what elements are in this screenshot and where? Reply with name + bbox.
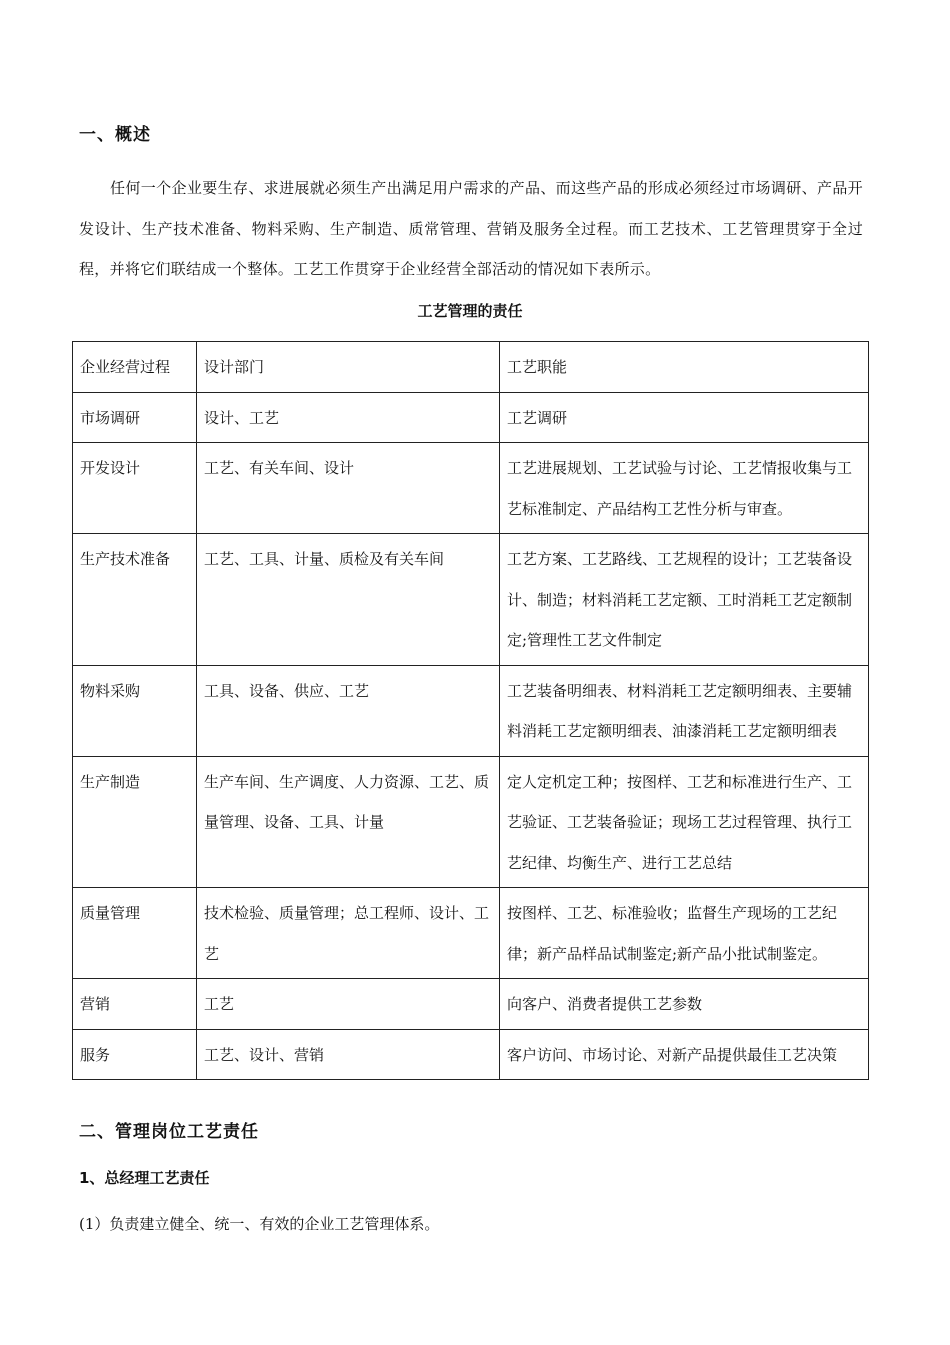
- table-cell: 工艺方案、工艺路线、工艺规程的设计；工艺装备设计、制造；材料消耗工艺定额、工时消耗工艺定额制定;管理性工艺文件制定: [500, 534, 869, 666]
- table-cell: 营销: [73, 979, 197, 1030]
- table-cell: 工艺调研: [500, 392, 869, 443]
- table-row: [73, 888, 869, 979]
- intro-paragraph: 任何一个企业要生存、求进展就必须生产出满足用户需求的产品、而这些产品的形成必须经过市场调研、产品开发设计、生产技术准备、物料采购、生产制造、质常管理、营销及服务全过程。而工艺技术、工艺管理贯穿于全过程，并将它们联结成一个整体。工艺工作贯穿于企业经营全部活动的情况如下表所示。: [79, 179, 863, 278]
- table-cell: 生产技术准备: [73, 534, 197, 666]
- table-cell: 工艺、设计、营销: [197, 1029, 500, 1080]
- table-cell: 客户访问、市场讨论、对新产品提供最佳工艺决策: [500, 1029, 869, 1080]
- table-cell: 设计、工艺: [197, 392, 500, 443]
- table-cell: 质量管理: [73, 888, 197, 979]
- table-cell: 按图样、工艺、标准验收；监督生产现场的工艺纪律；新产品样品试制鉴定;新产品小批试制鉴定。: [500, 888, 869, 979]
- table-header-cell: 设计部门: [197, 342, 500, 393]
- section-heading-management-responsibility: 二、管理岗位工艺责任: [79, 1122, 259, 1142]
- table-title: 工艺管理的责任: [417, 302, 523, 320]
- table-cell: 定人定机定工种；按图样、工艺和标准进行生产、工艺验证、工艺装备验证；现场工艺过程管理、执行工艺纪律、均衡生产、进行工艺总结: [500, 756, 869, 888]
- table-cell: 物料采购: [73, 665, 197, 756]
- table-row: [73, 534, 869, 666]
- table-row: [73, 756, 869, 888]
- table-row: [73, 443, 869, 534]
- table-row: [73, 1029, 869, 1080]
- table-cell: 工艺: [197, 979, 500, 1030]
- table-cell: 工具、设备、供应、工艺: [197, 665, 500, 756]
- table-cell: 生产制造: [73, 756, 197, 888]
- table-header-cell: 工艺职能: [500, 342, 869, 393]
- table-cell: 开发设计: [73, 443, 197, 534]
- table-cell: 工艺装备明细表、材料消耗工艺定额明细表、主要辅料消耗工艺定额明细表、油漆消耗工艺定额明细表: [500, 665, 869, 756]
- table-cell: 技术检验、质量管理；总工程师、设计、工艺: [197, 888, 500, 979]
- table-cell: 工艺、工具、计量、质检及有关车间: [197, 534, 500, 666]
- list-item: (1）负责建立健全、统一、有效的企业工艺管理体系。: [79, 1215, 440, 1233]
- table-header-cell: 企业经营过程: [73, 342, 197, 393]
- table-cell: 服务: [73, 1029, 197, 1080]
- table-cell: 市场调研: [73, 392, 197, 443]
- table-cell: 生产车间、生产调度、人力资源、工艺、质量管理、设备、工具、计量: [197, 756, 500, 888]
- table-cell: 向客户、消费者提供工艺参数: [500, 979, 869, 1030]
- table-row: [73, 392, 869, 443]
- subheading-general-manager: 1、总经理工艺责任: [79, 1169, 210, 1187]
- table-cell: 工艺进展规划、工艺试验与讨论、工艺情报收集与工艺标准制定、产品结构工艺性分析与审查。: [500, 443, 869, 534]
- table-row: [73, 665, 869, 756]
- responsibility-table: [72, 341, 869, 1080]
- table-row: [73, 979, 869, 1030]
- table-cell: 工艺、有关车间、设计: [197, 443, 500, 534]
- section-heading-overview: 一、概述: [79, 125, 151, 145]
- table-header-row: [73, 342, 869, 393]
